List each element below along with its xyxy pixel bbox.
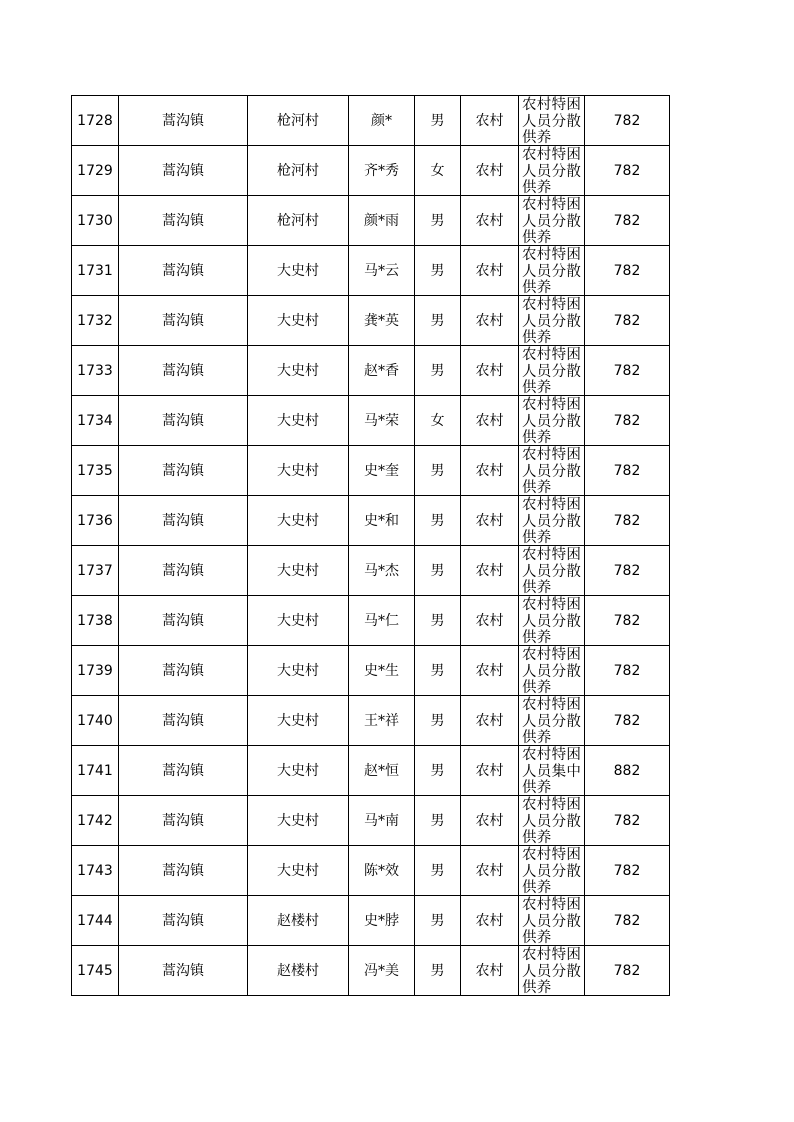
cell-type: 农村	[461, 346, 519, 396]
cell-village: 枪河村	[248, 146, 349, 196]
cell-category	[519, 246, 585, 296]
cell-gender: 男	[415, 746, 461, 796]
cell-name: 史*脖	[349, 896, 415, 946]
cell-amount: 782	[585, 796, 670, 846]
cell-category	[519, 646, 585, 696]
table-row	[72, 196, 670, 246]
cell-type: 农村	[461, 846, 519, 896]
cell-type: 农村	[461, 396, 519, 446]
cell-village: 大史村	[248, 796, 349, 846]
cell-town: 蒿沟镇	[119, 796, 248, 846]
cell-name: 赵*恒	[349, 746, 415, 796]
cell-id: 1743	[72, 846, 119, 896]
cell-id: 1736	[72, 496, 119, 546]
cell-id: 1738	[72, 596, 119, 646]
category-text: 农村特困人员分散供养	[522, 347, 582, 395]
cell-town: 蒿沟镇	[119, 496, 248, 546]
category-text: 农村特困人员分散供养	[522, 547, 582, 595]
cell-gender: 女	[415, 396, 461, 446]
cell-category	[519, 546, 585, 596]
cell-town: 蒿沟镇	[119, 196, 248, 246]
cell-village: 大史村	[248, 446, 349, 496]
cell-town: 蒿沟镇	[119, 896, 248, 946]
cell-name: 陈*效	[349, 846, 415, 896]
cell-type: 农村	[461, 496, 519, 546]
cell-village: 枪河村	[248, 96, 349, 146]
cell-amount: 882	[585, 746, 670, 796]
category-text: 农村特困人员分散供养	[522, 897, 582, 945]
cell-gender: 男	[415, 446, 461, 496]
table-row	[72, 496, 670, 546]
cell-town: 蒿沟镇	[119, 646, 248, 696]
category-text: 农村特困人员分散供养	[522, 147, 582, 195]
cell-gender: 男	[415, 96, 461, 146]
cell-amount: 782	[585, 696, 670, 746]
cell-village: 大史村	[248, 596, 349, 646]
cell-name: 冯*美	[349, 946, 415, 996]
cell-village: 大史村	[248, 396, 349, 446]
category-text: 农村特困人员分散供养	[522, 197, 582, 245]
cell-name: 马*云	[349, 246, 415, 296]
cell-id: 1730	[72, 196, 119, 246]
cell-id: 1742	[72, 796, 119, 846]
table-row	[72, 746, 670, 796]
cell-id: 1734	[72, 396, 119, 446]
cell-name: 马*南	[349, 796, 415, 846]
cell-town: 蒿沟镇	[119, 396, 248, 446]
category-text: 农村特困人员分散供养	[522, 947, 582, 995]
cell-town: 蒿沟镇	[119, 946, 248, 996]
cell-amount: 782	[585, 96, 670, 146]
category-text: 农村特困人员分散供养	[522, 447, 582, 495]
cell-amount: 782	[585, 846, 670, 896]
cell-name: 齐*秀	[349, 146, 415, 196]
table-row	[72, 896, 670, 946]
cell-id: 1729	[72, 146, 119, 196]
cell-town: 蒿沟镇	[119, 696, 248, 746]
cell-category	[519, 146, 585, 196]
cell-amount: 782	[585, 146, 670, 196]
cell-id: 1741	[72, 746, 119, 796]
cell-gender: 男	[415, 846, 461, 896]
cell-name: 王*祥	[349, 696, 415, 746]
cell-village: 赵楼村	[248, 946, 349, 996]
cell-amount: 782	[585, 896, 670, 946]
cell-type: 农村	[461, 746, 519, 796]
cell-type: 农村	[461, 946, 519, 996]
table-row	[72, 96, 670, 146]
cell-gender: 男	[415, 646, 461, 696]
cell-gender: 男	[415, 546, 461, 596]
cell-gender: 男	[415, 296, 461, 346]
cell-category	[519, 596, 585, 646]
cell-category	[519, 396, 585, 446]
cell-category	[519, 446, 585, 496]
cell-amount: 782	[585, 496, 670, 546]
cell-town: 蒿沟镇	[119, 846, 248, 896]
table-row	[72, 396, 670, 446]
table-row	[72, 546, 670, 596]
cell-village: 大史村	[248, 496, 349, 546]
cell-amount: 782	[585, 396, 670, 446]
category-text: 农村特困人员分散供养	[522, 247, 582, 295]
cell-gender: 男	[415, 246, 461, 296]
category-text: 农村特困人员分散供养	[522, 297, 582, 345]
cell-category	[519, 896, 585, 946]
cell-gender: 男	[415, 496, 461, 546]
table-row	[72, 846, 670, 896]
cell-type: 农村	[461, 596, 519, 646]
cell-category	[519, 496, 585, 546]
table-row	[72, 796, 670, 846]
cell-name: 赵*香	[349, 346, 415, 396]
cell-id: 1732	[72, 296, 119, 346]
cell-gender: 男	[415, 346, 461, 396]
cell-village: 赵楼村	[248, 896, 349, 946]
cell-town: 蒿沟镇	[119, 96, 248, 146]
cell-category	[519, 296, 585, 346]
category-text: 农村特困人员集中供养	[522, 747, 582, 795]
table-body	[72, 96, 670, 996]
cell-town: 蒿沟镇	[119, 296, 248, 346]
cell-amount: 782	[585, 346, 670, 396]
cell-type: 农村	[461, 96, 519, 146]
cell-category	[519, 846, 585, 896]
cell-amount: 782	[585, 646, 670, 696]
cell-category	[519, 746, 585, 796]
cell-type: 农村	[461, 296, 519, 346]
cell-id: 1733	[72, 346, 119, 396]
cell-name: 马*仁	[349, 596, 415, 646]
cell-name: 颜*雨	[349, 196, 415, 246]
category-text: 农村特困人员分散供养	[522, 647, 582, 695]
table-row	[72, 646, 670, 696]
cell-amount: 782	[585, 546, 670, 596]
cell-id: 1740	[72, 696, 119, 746]
cell-town: 蒿沟镇	[119, 246, 248, 296]
category-text: 农村特困人员分散供养	[522, 597, 582, 645]
cell-name: 马*杰	[349, 546, 415, 596]
cell-gender: 男	[415, 896, 461, 946]
cell-id: 1739	[72, 646, 119, 696]
cell-name: 马*荣	[349, 396, 415, 446]
cell-town: 蒿沟镇	[119, 746, 248, 796]
cell-type: 农村	[461, 796, 519, 846]
cell-town: 蒿沟镇	[119, 346, 248, 396]
cell-village: 大史村	[248, 646, 349, 696]
cell-name: 史*生	[349, 646, 415, 696]
cell-gender: 男	[415, 946, 461, 996]
cell-name: 史*奎	[349, 446, 415, 496]
cell-town: 蒿沟镇	[119, 446, 248, 496]
cell-town: 蒿沟镇	[119, 546, 248, 596]
cell-town: 蒿沟镇	[119, 146, 248, 196]
cell-gender: 女	[415, 146, 461, 196]
category-text: 农村特困人员分散供养	[522, 797, 582, 845]
cell-category	[519, 796, 585, 846]
cell-type: 农村	[461, 546, 519, 596]
cell-amount: 782	[585, 246, 670, 296]
cell-category	[519, 946, 585, 996]
cell-id: 1728	[72, 96, 119, 146]
cell-category	[519, 96, 585, 146]
cell-amount: 782	[585, 946, 670, 996]
cell-category	[519, 696, 585, 746]
cell-id: 1735	[72, 446, 119, 496]
cell-id: 1745	[72, 946, 119, 996]
cell-village: 大史村	[248, 246, 349, 296]
cell-amount: 782	[585, 446, 670, 496]
cell-type: 农村	[461, 446, 519, 496]
table-row	[72, 246, 670, 296]
cell-gender: 男	[415, 196, 461, 246]
cell-type: 农村	[461, 646, 519, 696]
cell-gender: 男	[415, 596, 461, 646]
cell-category	[519, 196, 585, 246]
cell-amount: 782	[585, 196, 670, 246]
cell-id: 1737	[72, 546, 119, 596]
cell-village: 枪河村	[248, 196, 349, 246]
category-text: 农村特困人员分散供养	[522, 697, 582, 745]
table-row	[72, 146, 670, 196]
cell-village: 大史村	[248, 346, 349, 396]
cell-name: 龚*英	[349, 296, 415, 346]
cell-id: 1744	[72, 896, 119, 946]
data-table	[71, 95, 670, 996]
cell-type: 农村	[461, 146, 519, 196]
cell-amount: 782	[585, 296, 670, 346]
cell-name: 史*和	[349, 496, 415, 546]
cell-name: 颜*	[349, 96, 415, 146]
table-row	[72, 296, 670, 346]
cell-type: 农村	[461, 246, 519, 296]
cell-village: 大史村	[248, 696, 349, 746]
cell-village: 大史村	[248, 746, 349, 796]
table-row	[72, 346, 670, 396]
cell-type: 农村	[461, 196, 519, 246]
category-text: 农村特困人员分散供养	[522, 847, 582, 895]
table-row	[72, 946, 670, 996]
table-row	[72, 446, 670, 496]
cell-id: 1731	[72, 246, 119, 296]
cell-village: 大史村	[248, 296, 349, 346]
table-row	[72, 696, 670, 746]
cell-village: 大史村	[248, 546, 349, 596]
table-row	[72, 596, 670, 646]
cell-amount: 782	[585, 596, 670, 646]
cell-gender: 男	[415, 696, 461, 746]
category-text: 农村特困人员分散供养	[522, 497, 582, 545]
cell-gender: 男	[415, 796, 461, 846]
category-text: 农村特困人员分散供养	[522, 397, 582, 445]
category-text: 农村特困人员分散供养	[522, 97, 582, 145]
cell-type: 农村	[461, 896, 519, 946]
cell-type: 农村	[461, 696, 519, 746]
cell-village: 大史村	[248, 846, 349, 896]
cell-town: 蒿沟镇	[119, 596, 248, 646]
cell-category	[519, 346, 585, 396]
